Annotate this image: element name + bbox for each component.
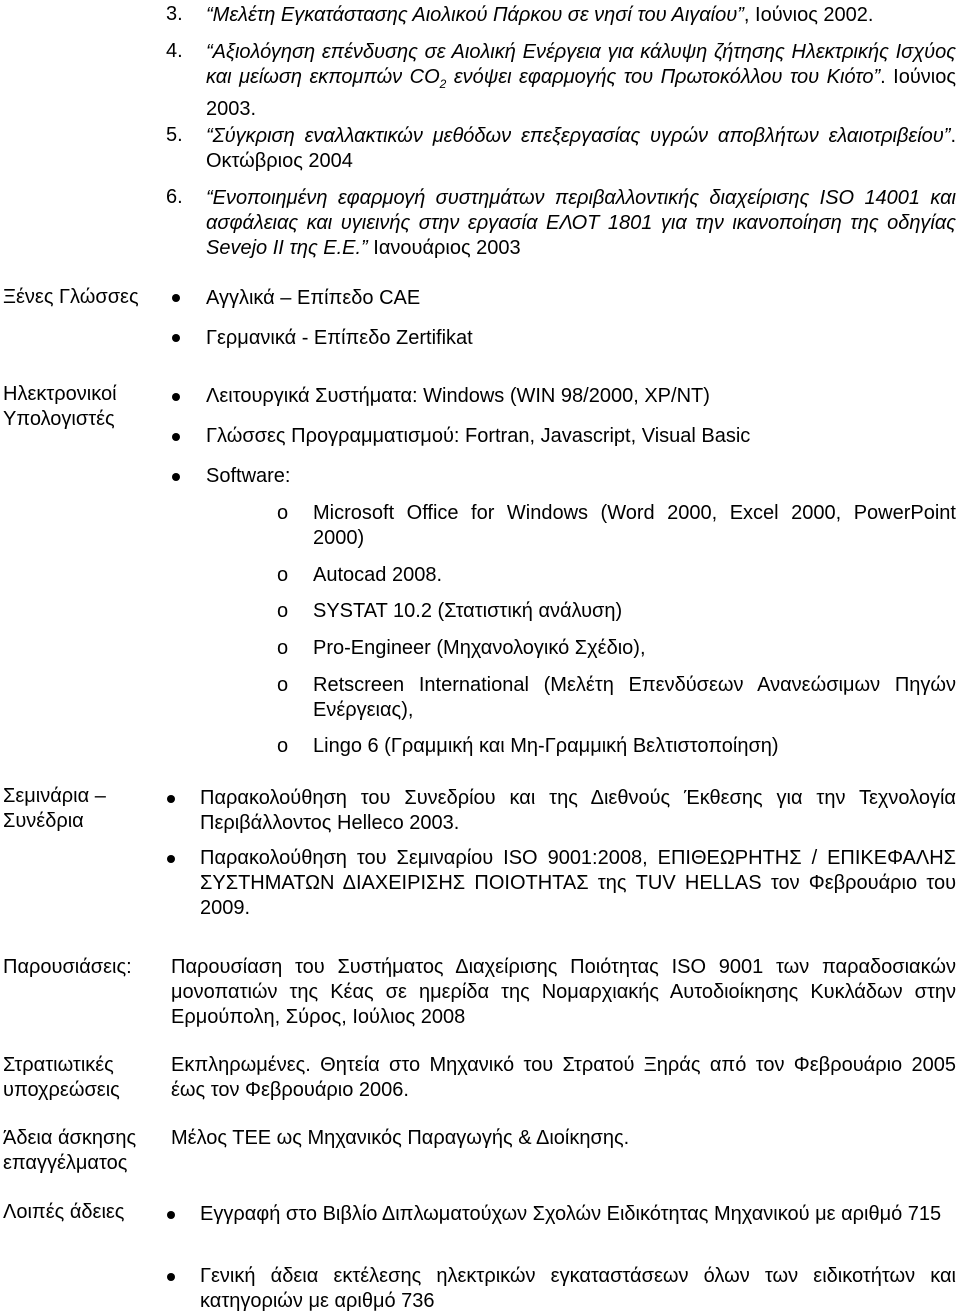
language-item: Αγγλικά – Επίπεδο CAE xyxy=(206,287,421,309)
publication-date: , Ιούνιος 2002. xyxy=(743,4,874,26)
publication-number: 4. xyxy=(166,40,183,62)
publication-title: Μελέτη Εγκατάστασης Αιολικού Πάρκου σε νησί του Αιγαίου xyxy=(212,4,738,26)
other-license-item: Γενική άδεια εκτέλεσης ηλεκτρικών εγκαταστάσεων όλων των ειδικοτήτων και κατηγοριών με αριθμό 736 xyxy=(200,1265,956,1312)
computer-skill-item: Γλώσσες Προγραμματισμού: Fortran, Javascript, Visual Basic xyxy=(206,425,751,447)
software-item: Lingo 6 (Γραμμική και Μη-Γραμμική Βελτιστοποίηση) xyxy=(313,735,779,757)
other-license-item: Εγγραφή στο Βιβλίο Διπλωματούχων Σχολών Ειδικότητας Μηχανικού με αριθμό 715 xyxy=(200,1203,942,1225)
circle-bullet-icon: o xyxy=(277,735,289,757)
subscript: 2 xyxy=(439,77,447,91)
military-label-line: Στρατιωτικές xyxy=(3,1054,114,1076)
publication-date: Ιανουάριος 2003 xyxy=(367,237,521,259)
publication-title-cont: ενόψει εφαρμογής του Πρωτοκόλλου του Κιότο xyxy=(446,66,874,88)
language-item: Γερμανικά - Επίπεδο Zertifikat xyxy=(206,327,473,349)
publication-date: . Ιούνιος 2003. xyxy=(206,66,956,120)
software-item: Microsoft Office for Windows (Word 2000, Excel 2000, PowerPoint 2000) xyxy=(313,502,956,549)
presentations-text: Παρουσίαση του Συστήματος Διαχείρισης Ποιότητας ISO 9001 των παραδοσιακών μονοπατιών της Κέας σε ημερίδα της Νομαρχιακής Αυτοδιοίκησης Κυκλάδων στην Ερμούπολη, Σύρος, Ιούλιος 2008 xyxy=(171,956,956,1028)
circle-bullet-icon: o xyxy=(277,674,289,696)
software-item: Pro-Engineer (Μηχανολογικό Σχέδιο), xyxy=(313,637,646,659)
publication-item: “Μελέτη Εγκατάστασης Αιολικού Πάρκου σε νησί του Αιγαίου”, Ιούνιος 2002. xyxy=(206,4,874,26)
bullet-icon xyxy=(167,1211,175,1219)
bullet-icon xyxy=(167,1273,175,1281)
computer-skill-item: Λειτουργικά Συστήματα: Windows (WIN 98/2000, XP/NT) xyxy=(206,385,710,407)
bullet-icon xyxy=(172,334,180,342)
computers-label xyxy=(3,382,117,432)
computers-label-line: Υπολογιστές xyxy=(3,408,115,430)
bullet-icon xyxy=(172,433,180,441)
computer-skill-item: Software: xyxy=(206,465,291,487)
military-label-line: υποχρεώσεις xyxy=(3,1079,120,1101)
publication-number: 3. xyxy=(166,3,183,25)
computers-label-line: Ηλεκτρονικοί xyxy=(3,383,117,405)
bullet-icon xyxy=(172,393,180,401)
circle-bullet-icon: o xyxy=(277,637,289,659)
license-label-line: Άδεια άσκησης xyxy=(3,1127,137,1149)
software-item: Autocad 2008. xyxy=(313,564,442,586)
other-licenses-label: Λοιπές άδειες xyxy=(3,1201,125,1223)
seminar-item: Παρακολούθηση του Σεμιναρίου ISO 9001:2008, ΕΠΙΘΕΩΡΗΤΗΣ / ΕΠΙΚΕΦΑΛΗΣ ΣΥΣΤΗΜΑΤΩΝ ΔΙΑΧΕΙΡΙΣΗΣ ΠΟΙΟΤΗΤΑΣ της TUV HELLAS τον Φεβρουάριο του 2009. xyxy=(200,847,956,919)
publication-title: Σύγκριση εναλλακτικών μεθόδων επεξεργασίας υγρών αποβλήτων ελαιοτριβείου xyxy=(212,125,944,147)
publication-date: . Οκτώβριος 2004 xyxy=(206,125,956,172)
publication-number: 5. xyxy=(166,124,183,146)
publication-item: “Σύγκριση εναλλακτικών μεθόδων επεξεργασίας υγρών αποβλήτων ελαιοτριβείου”. Οκτώβριος 2004 xyxy=(206,125,956,172)
seminar-item: Παρακολούθηση του Συνεδρίου και της Διεθνούς Έκθεσης για την Τεχνολογία Περιβάλλοντος Helleco 2003. xyxy=(200,787,956,834)
publication-number: 6. xyxy=(166,186,183,208)
software-item: SYSTAT 10.2 (Στατιστική ανάλυση) xyxy=(313,600,623,622)
military-label xyxy=(3,1053,120,1103)
circle-bullet-icon: o xyxy=(277,502,289,524)
license-text: Μέλος ΤΕΕ ως Μηχανικός Παραγωγής & Διοίκησης. xyxy=(171,1127,630,1149)
circle-bullet-icon: o xyxy=(277,600,289,622)
bullet-icon xyxy=(172,473,180,481)
bullet-icon xyxy=(167,855,175,863)
license-label-line: επαγγέλματος xyxy=(3,1152,128,1174)
presentations-label: Παρουσιάσεις: xyxy=(3,956,132,978)
circle-bullet-icon: o xyxy=(277,564,289,586)
bullet-icon xyxy=(172,294,180,302)
software-item: Retscreen International (Μελέτη Επενδύσεων Ανανεώσιμων Πηγών Ενέργειας), xyxy=(313,674,956,721)
seminars-label-line: Σεμινάρια – xyxy=(3,785,106,807)
publication-title: Ενοποιημένη εφαρμογή συστημάτων περιβαλλοντικής διαχείρισης ISO 14001 και ασφάλειας και υγιεινής στην εργασία ΕΛΟΤ 1801 για την ικανοποίηση της οδηγίας Sevejo II της Ε.Ε. xyxy=(206,187,956,259)
publication-item: “Αξιολόγηση επένδυσης σε Αιολική Ενέργεια για κάλυψη ζήτησης Ηλεκτρικής Ισχύος και μείωση εκπομπών $CO_2$ ενόψει εφαρμογής του Πρωτοκόλλου του Κιότο”. Ιούνιος 2003. xyxy=(206,41,956,120)
publication-item: “Ενοποιημένη εφαρμογή συστημάτων περιβαλλοντικής διαχείρισης ISO 14001 και ασφάλειας και υγιεινής στην εργασία ΕΛΟΤ 1801 για την ικανοποίηση της οδηγίας Sevejo II της Ε.Ε.” Ιανουάριος 2003 xyxy=(206,187,956,259)
publication-title: Αξιολόγηση επένδυσης σε Αιολική Ενέργεια για κάλυψη ζήτησης Ηλεκτρικής Ισχύος και μείωση εκπομπών CO xyxy=(206,41,956,88)
seminars-label xyxy=(3,784,106,834)
seminars-label-line: Συνέδρια xyxy=(3,810,84,832)
languages-label: Ξένες Γλώσσες xyxy=(3,286,139,308)
bullet-icon xyxy=(167,795,175,803)
military-text: Εκπληρωμένες. Θητεία στο Μηχανικό του Στρατού Ξηράς από τον Φεβρουάριο 2005 έως τον Φεβρουάριο 2006. xyxy=(171,1054,956,1101)
license-label xyxy=(3,1126,136,1176)
